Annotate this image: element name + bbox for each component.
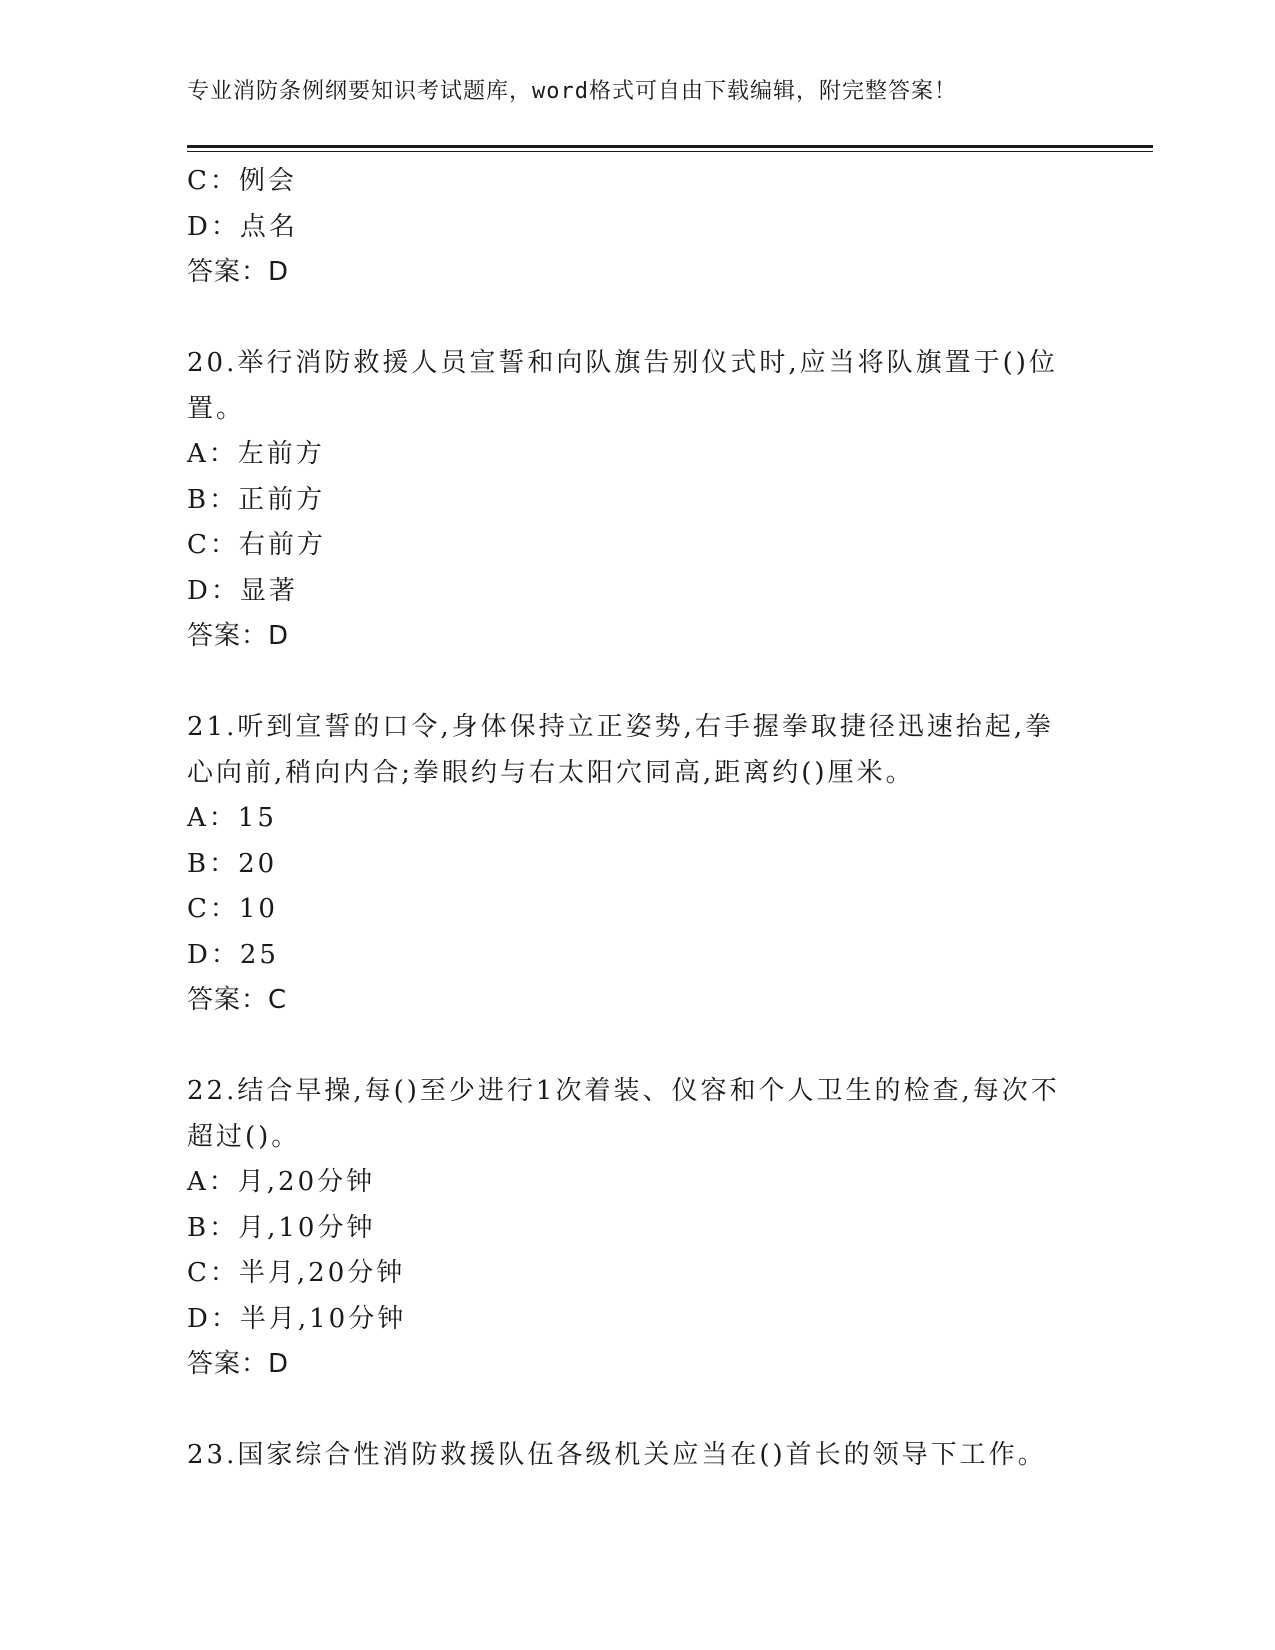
question-text: 22.结合早操,每()至少进行1次着装、仪容和个人卫生的检查,每次不 <box>187 1076 1060 1106</box>
question-text: 超过()。 <box>187 1121 301 1152</box>
option-line: A：月,20分钟 <box>187 1167 376 1197</box>
option-line: B：正前方 <box>187 484 326 515</box>
option-line: D：半月,10分钟 <box>187 1303 407 1334</box>
page-header: 专业消防条例纲要知识考试题库，word格式可自由下载编辑，附完整答案！ <box>187 79 957 104</box>
answer-line: 答案：C <box>187 985 288 1015</box>
option-line: A：15 <box>187 803 277 833</box>
spacer <box>187 296 1087 342</box>
spacer <box>187 660 1087 706</box>
spacer <box>187 1024 1087 1070</box>
option-line: D：显著 <box>187 575 298 606</box>
answer-line: 答案：D <box>187 1349 290 1379</box>
option-line: D：点名 <box>187 211 298 242</box>
question-list <box>187 159 1087 1479</box>
option-line: B：20 <box>187 848 278 879</box>
option-line: A：左前方 <box>187 439 325 469</box>
question-text: 21.听到宣誓的口令,身体保持立正姿势,右手握拳取捷径迅速抬起,拳 <box>187 712 1055 742</box>
option-line: B：月,10分钟 <box>187 1212 376 1243</box>
question-text: 心向前,稍向内合;拳眼约与右太阳穴同高,距离约()厘米。 <box>187 757 915 788</box>
header-divider-thin <box>187 151 1153 152</box>
option-line: D：25 <box>187 939 279 970</box>
option-line: C：10 <box>187 894 278 924</box>
question-text: 置。 <box>187 393 246 424</box>
option-line: C：例会 <box>187 166 297 196</box>
option-line: C：半月,20分钟 <box>187 1258 406 1288</box>
header-divider-thick <box>187 145 1153 148</box>
answer-line: 答案：D <box>187 257 290 287</box>
answer-line: 答案：D <box>187 621 290 651</box>
question-text: 20.举行消防救援人员宣誓和向队旗告别仪式时,应当将队旗置于()位 <box>187 348 1058 378</box>
option-line: C：右前方 <box>187 530 326 560</box>
spacer <box>187 1388 1087 1434</box>
question-text: 23.国家综合性消防救援队伍各级机关应当在()首长的领导下工作。 <box>187 1440 1047 1470</box>
